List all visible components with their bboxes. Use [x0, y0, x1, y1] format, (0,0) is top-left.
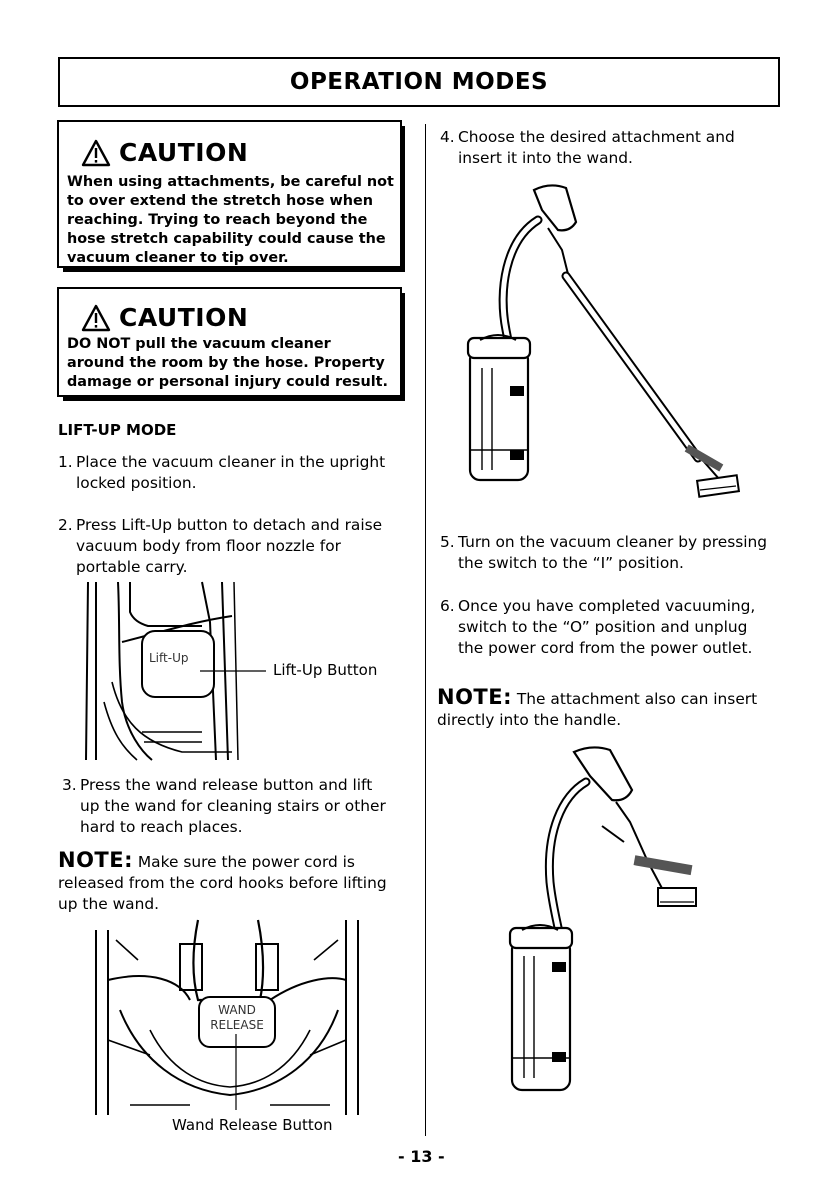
caution-heading — [81, 303, 248, 332]
step-line: locked position. — [76, 474, 197, 492]
step-3 — [62, 775, 386, 838]
callout-leader-line — [234, 1034, 238, 1112]
step-number: 2. — [58, 516, 73, 534]
lift-up-button-callout: Lift-Up Button — [273, 661, 378, 679]
step-line: switch to the “O” position and unplug — [458, 618, 748, 636]
caution-text — [67, 335, 388, 392]
lift-up-button-label: Lift-Up — [149, 651, 189, 665]
note-line: released from the cord hooks before lifting — [58, 874, 387, 892]
step-line: portable carry. — [76, 558, 188, 576]
caution-line: around the room by the hose. Property — [67, 355, 385, 371]
wand-release-line: WAND — [218, 1003, 256, 1017]
step-line: insert it into the wand. — [458, 149, 633, 167]
caution-line: DO NOT pull the vacuum cleaner — [67, 336, 331, 352]
note-line: The attachment also can insert — [512, 690, 758, 708]
caution-box-attachments — [57, 120, 402, 268]
step-number: 5. — [440, 533, 455, 551]
step-number: 1. — [58, 453, 73, 471]
step-line: Choose the desired attachment and — [458, 128, 735, 146]
step-line: hard to reach places. — [80, 818, 243, 836]
page-title-box — [58, 57, 780, 107]
caution-label: CAUTION — [119, 138, 249, 167]
step-line: Turn on the vacuum cleaner by pressing — [458, 533, 768, 551]
caution-line: to over extend the stretch hose when — [67, 193, 374, 209]
note-line: directly into the handle. — [437, 711, 622, 729]
page-title: OPERATION MODES — [289, 69, 549, 95]
step-6 — [440, 596, 755, 659]
wand-release-line: RELEASE — [210, 1018, 264, 1032]
step-line: Press the wand release button and lift — [80, 776, 373, 794]
step-5 — [440, 532, 767, 574]
step-line: the power cord from the power outlet. — [458, 639, 753, 657]
step-line: vacuum body from floor nozzle for — [76, 537, 341, 555]
note-label: NOTE: — [58, 848, 133, 872]
caution-box-hose — [57, 287, 402, 397]
step-line: up the wand for cleaning stairs or other — [80, 797, 386, 815]
note-line: up the wand. — [58, 895, 160, 913]
step-number: 4. — [440, 128, 455, 146]
note-line: Make sure the power cord is — [133, 853, 355, 871]
vacuum-wand-attachment-figure — [462, 180, 747, 498]
note-power-cord — [58, 850, 387, 915]
column-divider — [425, 124, 426, 1136]
callout-leader-line — [200, 669, 268, 673]
caution-line: damage or personal injury could result. — [67, 374, 388, 390]
caution-line: reaching. Trying to reach beyond the — [67, 212, 368, 228]
caution-heading — [81, 138, 248, 167]
caution-label: CAUTION — [119, 303, 249, 332]
warning-triangle-icon — [81, 304, 111, 332]
step-2 — [58, 515, 382, 578]
caution-line: hose stretch capability could cause the — [67, 231, 386, 247]
wand-release-button-text — [198, 1003, 276, 1033]
caution-text — [67, 173, 394, 268]
section-heading-lift-up: LIFT-UP MODE — [58, 421, 177, 439]
step-line: Press Lift-Up button to detach and raise — [76, 516, 383, 534]
vacuum-handle-attachment-figure — [506, 742, 706, 1097]
step-line: Place the vacuum cleaner in the upright — [76, 453, 386, 471]
wand-release-button-callout: Wand Release Button — [172, 1116, 333, 1134]
note-handle-attachment — [437, 687, 757, 731]
caution-line: vacuum cleaner to tip over. — [67, 250, 289, 266]
step-number: 3. — [62, 776, 77, 794]
note-label: NOTE: — [437, 685, 512, 709]
step-line: the switch to the “I” position. — [458, 554, 684, 572]
step-4 — [440, 127, 735, 169]
page-number: - 13 - — [398, 1147, 445, 1166]
step-line: Once you have completed vacuuming, — [458, 597, 756, 615]
caution-line: When using attachments, be careful not — [67, 174, 394, 190]
step-number: 6. — [440, 597, 455, 615]
warning-triangle-icon — [81, 139, 111, 167]
step-1 — [58, 452, 385, 494]
